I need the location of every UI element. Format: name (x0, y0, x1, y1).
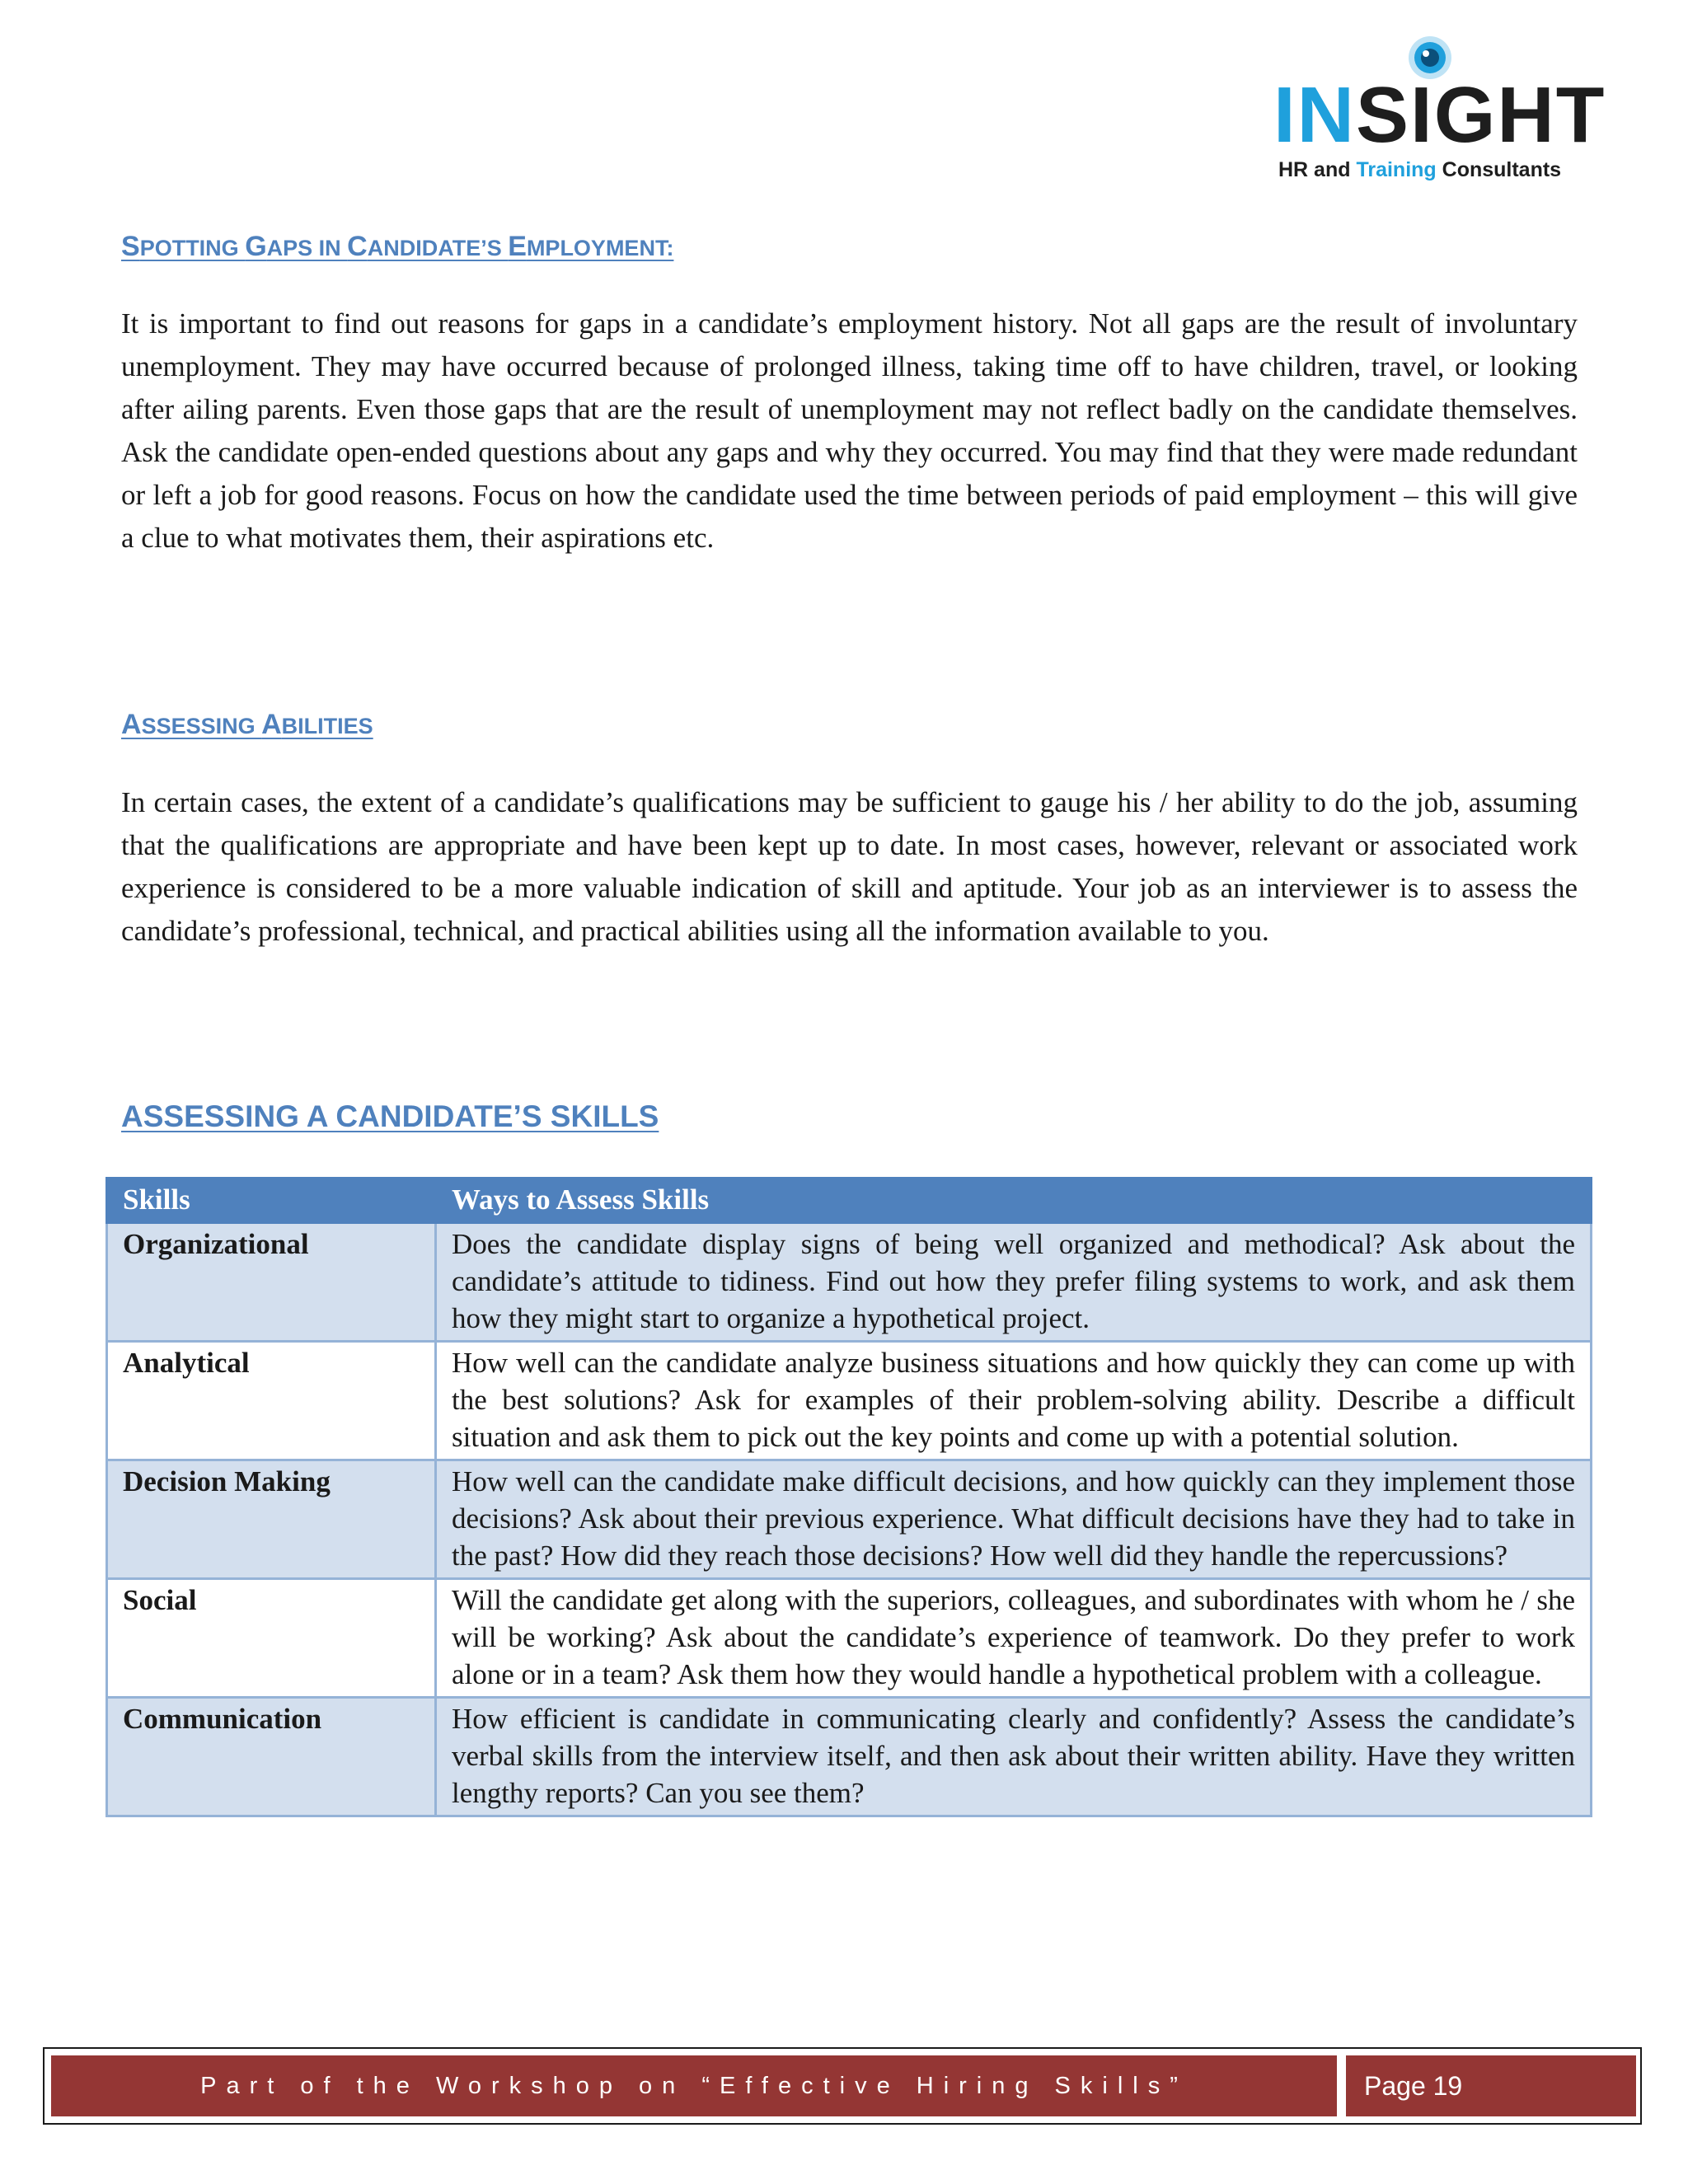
table-row (107, 1342, 1592, 1460)
logo-sight: SIGHT (1356, 71, 1606, 159)
skill-name: Organizational (107, 1223, 436, 1342)
tagline-pre: HR and (1278, 158, 1357, 181)
skill-name: Analytical (107, 1342, 436, 1460)
table-header-row (107, 1179, 1592, 1223)
heading-part: SSESSING (141, 714, 262, 738)
skill-description: How efficient is candidate in communicating clearly and confidently? Assess the candidate’s verbal skills from the interview itself, and then ask about their written ability. Have they written lengthy reports? Can you see them? (436, 1698, 1592, 1816)
heading-part: C (347, 231, 368, 262)
heading-part: E (508, 231, 527, 262)
company-logo (1273, 33, 1606, 181)
paragraph-employment-gaps: It is important to find out reasons for gaps in a candidate’s employment history. Not all gaps are the result of involuntary unemployment. They may have occurred because of prolonged illness, taking time off to have children, travel, or looking after ailing parents. Even those gaps that are the result of unemployment may not reflect badly on the candidate themselves. Ask the candidate open-ended questions about any gaps and why they occurred. You may find that they were made redundant or left a job for good reasons. Focus on how the candidate used the time between periods of paid employment – this will give a clue to what motivates them, their aspirations etc. (121, 307, 1578, 554)
skill-description: Will the candidate get along with the superiors, colleagues, and subordinates with whom he / she will be working? Ask about the candidate’s experience of teamwork. Do they prefer to work alone or in a team? Ask them how they would handle a hypothetical problem with a colleague. (436, 1579, 1592, 1698)
tagline-post: Consultants (1436, 158, 1562, 181)
heading-part: BILITIES (281, 714, 373, 738)
heading-assessing-skills: ASSESSING A CANDIDATE’S SKILLS (121, 1099, 659, 1133)
heading-part: S (121, 231, 140, 262)
paragraph-assessing-abilities: In certain cases, the extent of a candidate’s qualifications may be sufficient to gauge his / her ability to do the job, assuming that the qualifications are appropriate and have been kept up to date. In most cases, however, relevant or associated work experience is considered to be a more valuable indication of skill and aptitude. Your job as an interviewer is to assess the candidate’s professional, technical, and practical abilities using all the information available to you. (121, 786, 1578, 947)
heading-part: MPLOYMENT: (526, 236, 674, 260)
heading-part: ANDIDATE’S (367, 236, 509, 260)
footer-page-box (1346, 2055, 1636, 2116)
heading-part: A (261, 709, 282, 740)
footer-workshop-title: Part of the Workshop on “Effective Hiring Skills” (51, 2055, 1337, 2116)
column-header-ways: Ways to Assess Skills (436, 1179, 1592, 1223)
logo-tagline (1278, 158, 1561, 182)
heading-part: POTTING (139, 236, 246, 260)
skill-description: How well can the candidate make difficult decisions, and how quickly can they implement those decisions? Ask about their previous experience. What difficult decisions have they had to take in the past? How did they reach those decisions? How well did they handle the repercussions? (436, 1460, 1592, 1579)
skills-table (106, 1177, 1592, 1817)
skill-name: Decision Making (107, 1460, 436, 1579)
logo-in: IN (1273, 71, 1356, 159)
heading-part: A (121, 709, 142, 740)
skill-name: Social (107, 1579, 436, 1698)
tagline-highlight: Training (1356, 158, 1437, 181)
table-row (107, 1223, 1592, 1342)
heading-assessing-abilities (121, 709, 373, 741)
logo-wordmark (1273, 71, 1606, 159)
skill-description: Does the candidate display signs of being well organized and methodical? Ask about the candidate’s attitude to tidiness. Find out how they prefer filing systems to work, and ask them how they might start to organize a hypothetical project. (436, 1223, 1592, 1342)
heading-part: APS IN (266, 236, 348, 260)
heading-part: G (245, 231, 267, 262)
column-header-skills: Skills (107, 1179, 436, 1223)
table-row (107, 1698, 1592, 1816)
skill-description: How well can the candidate analyze business situations and how quickly they can come up with the best solutions? Ask for examples of their problem-solving ability. Describe a difficult situation and ask them to pick out the key points and come up with a potential solution. (436, 1342, 1592, 1460)
table-row (107, 1460, 1592, 1579)
heading-spotting-gaps (121, 231, 673, 263)
table-row (107, 1579, 1592, 1698)
page-number: Page 19 (1364, 2064, 1496, 2108)
skill-name: Communication (107, 1698, 436, 1816)
